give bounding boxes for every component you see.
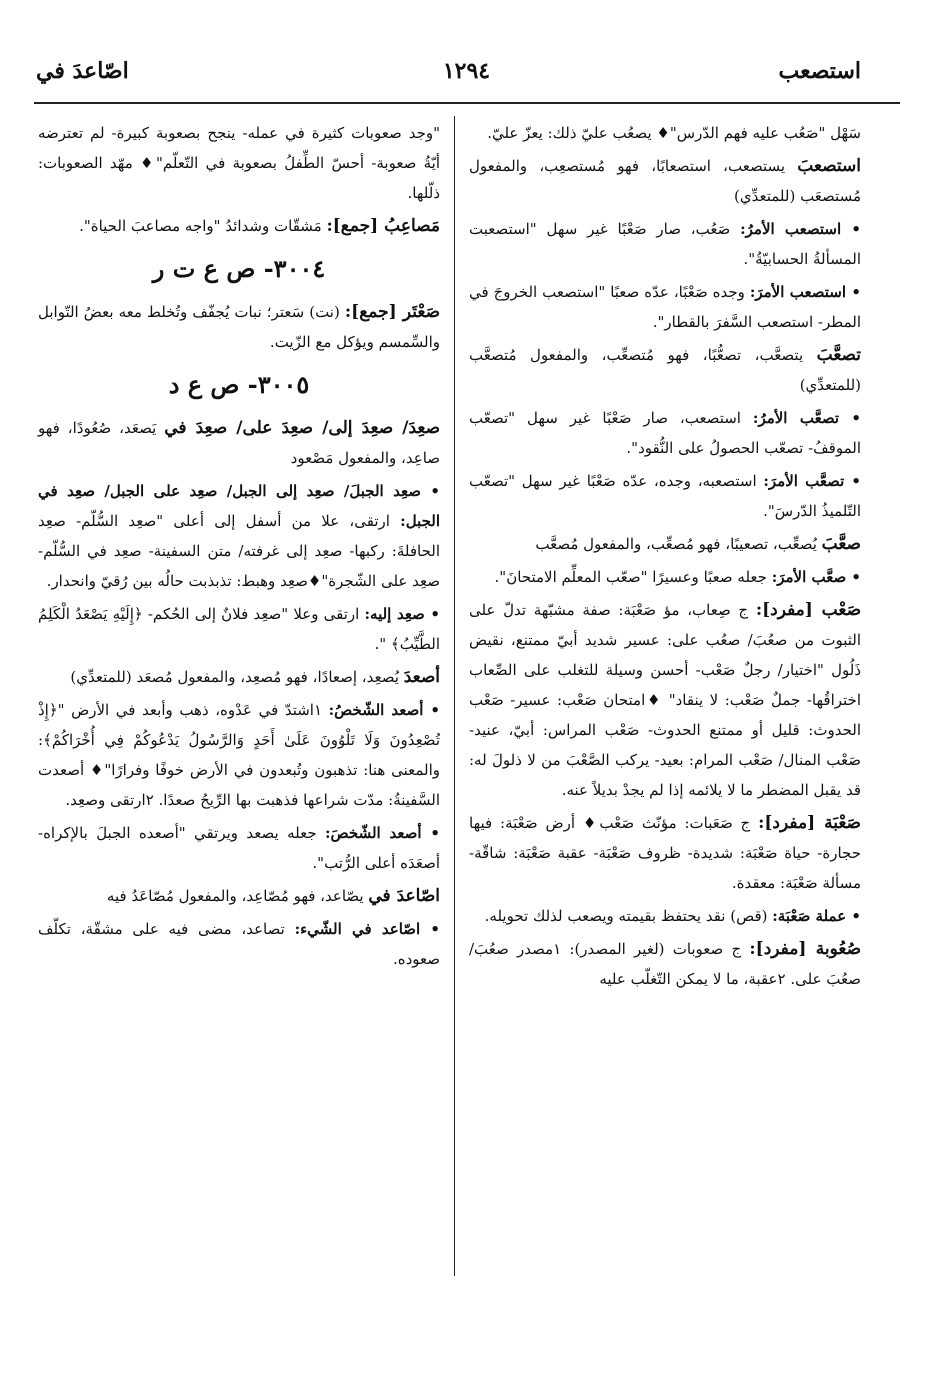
- definition: يستصعب، استصعابًا، فهو مُستصعِب، والمفعول مُستصعَب (للمتعدِّي): [469, 157, 861, 205]
- headword: • عملة صَعْبَة:: [772, 907, 861, 925]
- page-header: [0, 58, 933, 98]
- definition: (قص) نقد يحتفظ بقيمته ويصعب لذلك تحويله.: [484, 907, 773, 925]
- page-number: ١٢٩٤: [442, 58, 491, 84]
- headword: • استصعب الأمرُ:: [740, 220, 861, 238]
- headword: صعَّبَ: [821, 534, 861, 554]
- dictionary-entry: [38, 599, 440, 659]
- headword: • تصعَّب الأمرَ:: [763, 472, 861, 490]
- header-guide-word-left: اصّاعدَ في: [36, 58, 129, 84]
- headword: صَعْتَر [جمع]:: [344, 302, 441, 322]
- headword: • استصعب الأمرَ:: [749, 283, 861, 301]
- headword: صُعُوبة [مفرد]:: [749, 939, 862, 959]
- dictionary-entry: [38, 914, 440, 974]
- dictionary-entry: [38, 662, 440, 692]
- definition: سَهْل "صَعُب عليه فهم الدّرس"♦ يصعُب عليّ ذلك: يعزّ عليّ.: [487, 124, 861, 142]
- headword: • تصعَّب الأمرُ:: [752, 409, 862, 427]
- headword: • صعِد الجبلَ/ صعِد إلى الجبل/ صعِد على الجبل/ صعِد في الجبل:: [38, 482, 440, 530]
- definition: ارتقى وعلا "صعِد فلانٌ إلى الحُكم- ﴿إِلَيْهِ يَصْعَدُ الْكَلِمُ الطَّيِّبُ﴾ ".: [38, 605, 440, 653]
- dictionary-entry: [38, 818, 440, 878]
- definition: ج صعوبات (لغير المصدر): ١مصدر صعُبَ/ صعُبَ على. ٢عقبة، ما لا يمكن التّغلّب عليه: [469, 940, 861, 988]
- dictionary-entry: [38, 695, 440, 815]
- header-guide-word-right: استصعب: [778, 58, 861, 84]
- headword: صَعْبَة [مفرد]:: [758, 813, 861, 833]
- left-column: [38, 118, 440, 977]
- dictionary-entry: [469, 118, 861, 148]
- dictionary-entry: [469, 808, 861, 898]
- definition: ج صِعاب، مؤ صَعْبَة: صفة مشبّهة تدلّ على الثبوت من صعُبَ/ صعُب على: عسير شديد أبيّ ممتنع، نقيض ذَلُول "اختيار/ رجلٌ صَعْب- أحسن وسيلة للتغلب على الصِّعاب اختراقُها- جملٌ صَعْب: لا ينقاد" ♦امتحان صَعْب: عسير- صَعْب الحدوث: قليل أو ممتنع الحدوث- صَعْب المراس: أبيّ، عنيد- صَعْب المنال/ صَعْب المرام: بعيد- يركب الصَّعْبَ من لا ذلولَ له: قد يقبل المضطر ما لا يلائمه إذا لم يجدْ بديلاً عنه.: [469, 601, 861, 799]
- dictionary-entry: [469, 466, 861, 526]
- definition: ١اشتدّ في عَدْوه، ذهب وأبعد في الأرض "﴿إِذْ تُصْعِدُونَ وَلَا تَلْوُونَ عَلَىٰ أَحَدٍ وَالرَّسُولُ يَدْعُوكُمْ فِي أُخْرَاكُمْ﴾: والمعنى هنا: تذهبون وتُبعدون في الأرض خوفًا وفرارًا"♦ أصعدت السَّفينةُ: مدّت شراعها فذهبت بها الرِّيحُ صعدًا. ٢ارتقى وصعِد.: [38, 701, 440, 809]
- headword: • اصّاعد في الشّيء:: [294, 920, 440, 938]
- dictionary-entry: [38, 476, 440, 596]
- dictionary-entry: [469, 277, 861, 337]
- headword: • صعَّب الأمرَ:: [771, 568, 861, 586]
- definition: ارتقى، علا من أسفل إلى أعلى "صعِد السُّلّم- صعِد الحافلةَ: ركبها- صعِد إلى غرفته/ متن السفينة- صعِد في السُّلّم- صعِد على الشّجرة"♦صعِد وهبط: تذبذبت حالُه بين رُقيّ وانحدار.: [38, 512, 440, 590]
- headword: مَصاعِبُ [جمع]:: [326, 216, 440, 236]
- dictionary-entry: [38, 413, 440, 473]
- header-rule: [34, 102, 900, 104]
- root-heading: ٣٠٠٤- ص ع ت ر: [152, 254, 326, 283]
- entry-continuation: [38, 118, 440, 208]
- headword: استصعبَ: [797, 156, 861, 176]
- headword: أصعدَ: [403, 667, 440, 687]
- entry-saatar: [38, 297, 440, 357]
- headword: صَعْب [مفرد]:: [755, 600, 862, 620]
- dictionary-entry: [469, 151, 861, 211]
- definition: ج صَعَبات: مؤنّث صَعْب♦ أرض صَعْبَة: فيها حجارة- حياة صَعْبَة: شديدة- ظروف صَعْبَة- عقبة صَعْبَة: شاقّة- مسألة صَعْبَة: معقدة.: [469, 814, 861, 892]
- entry-masaib: [38, 211, 440, 241]
- definition: وجده صَعْبًا، عدّه صعبًا "استصعب الخروجَ في المطر- استصعب السَّفرَ بالقطار".: [469, 283, 861, 331]
- dictionary-entry: [469, 403, 861, 463]
- definition: مَشقّات وشدائدُ "واجه مصاعبَ الحياة".: [79, 217, 327, 235]
- headword: صعِدَ/ صعِدَ إلى/ صعِدَ على/ صعِدَ في: [164, 418, 441, 438]
- headword: • أصعد الشّخصُ:: [328, 701, 440, 719]
- column-divider: [454, 116, 455, 1276]
- definition: يَصعَد، صُعُودًا، فهو صاعِد، والمفعول مَصْعود: [38, 419, 440, 467]
- dictionary-entry: [469, 562, 861, 592]
- definition: يصّاعد، فهو مُصّاعِد، والمفعول مُصّاعَدُ فيه: [106, 887, 369, 905]
- headword: اصّاعدَ في: [368, 886, 440, 906]
- dictionary-entry: [38, 881, 440, 911]
- dictionary-entry: [469, 934, 861, 994]
- definition: استصعب، صار صَعْبًا غير سهل "تصعّب الموقفُ- تصعّب الحصولُ على النُّقود".: [469, 409, 861, 457]
- definition: يُصعِد، إصعادًا، فهو مُصعِد، والمفعول مُصعَد (للمتعدِّي): [70, 668, 404, 686]
- entry-text: "وجد صعوبات كثيرة في عمله- ينجح بصعوبة كبيرة- لم تعترضه أيّةُ صعوبة- أحسّ الطِّفلُ بصعوبة في التّعلّم"♦ مهّد الصعوبات: ذلّلها.: [38, 124, 440, 202]
- headword: تصعَّبَ: [816, 345, 861, 365]
- definition: جعله صعبًا وعسيرًا "صعّب المعلِّم الامتحانَ".: [494, 568, 772, 586]
- headword: • صعِد إليه:: [364, 605, 440, 623]
- right-column: [469, 118, 861, 997]
- definition: جعله يصعد ويرتقي "أصعده الجبلَ بالإكراه- أصعَدَه أعلى الرُّتب".: [38, 824, 440, 872]
- root-heading: ٣٠٠٥- ص ع د: [168, 370, 310, 399]
- dictionary-entry: [469, 901, 861, 931]
- definition: (نت) سَعتر؛ نبات يُجفّف وتُخلط معه بعضُ التّوابل والسِّمسم ويؤكل مع الزّيت.: [38, 303, 440, 351]
- dictionary-entry: [469, 595, 861, 805]
- definition: يُصعِّب، تصعيبًا، فهو مُصعِّب، والمفعول مُصعَّب: [535, 535, 822, 553]
- definition: صَعُب، صار صَعْبًا غير سهل "استصعبت المسألةُ الحسابيّةُ".: [469, 220, 861, 268]
- headword: • أصعد الشّخصَ:: [324, 824, 440, 842]
- definition: استصعبه، وجده، عدّه صَعْبًا غير سهل "تصعّب التّلميذُ الدّرسَ".: [469, 472, 861, 520]
- dictionary-entry: [469, 340, 861, 400]
- dictionary-entry: [469, 529, 861, 559]
- definition: تصاعد، مضى فيه على مشقّة، تكلّف صعوده.: [38, 920, 440, 968]
- dictionary-entry: [469, 214, 861, 274]
- definition: يتصعَّب، تصعُّبًا، فهو مُتصعِّب، والمفعول مُتصعَّب (للمتعدِّي): [469, 346, 861, 394]
- root-entries: [38, 413, 440, 974]
